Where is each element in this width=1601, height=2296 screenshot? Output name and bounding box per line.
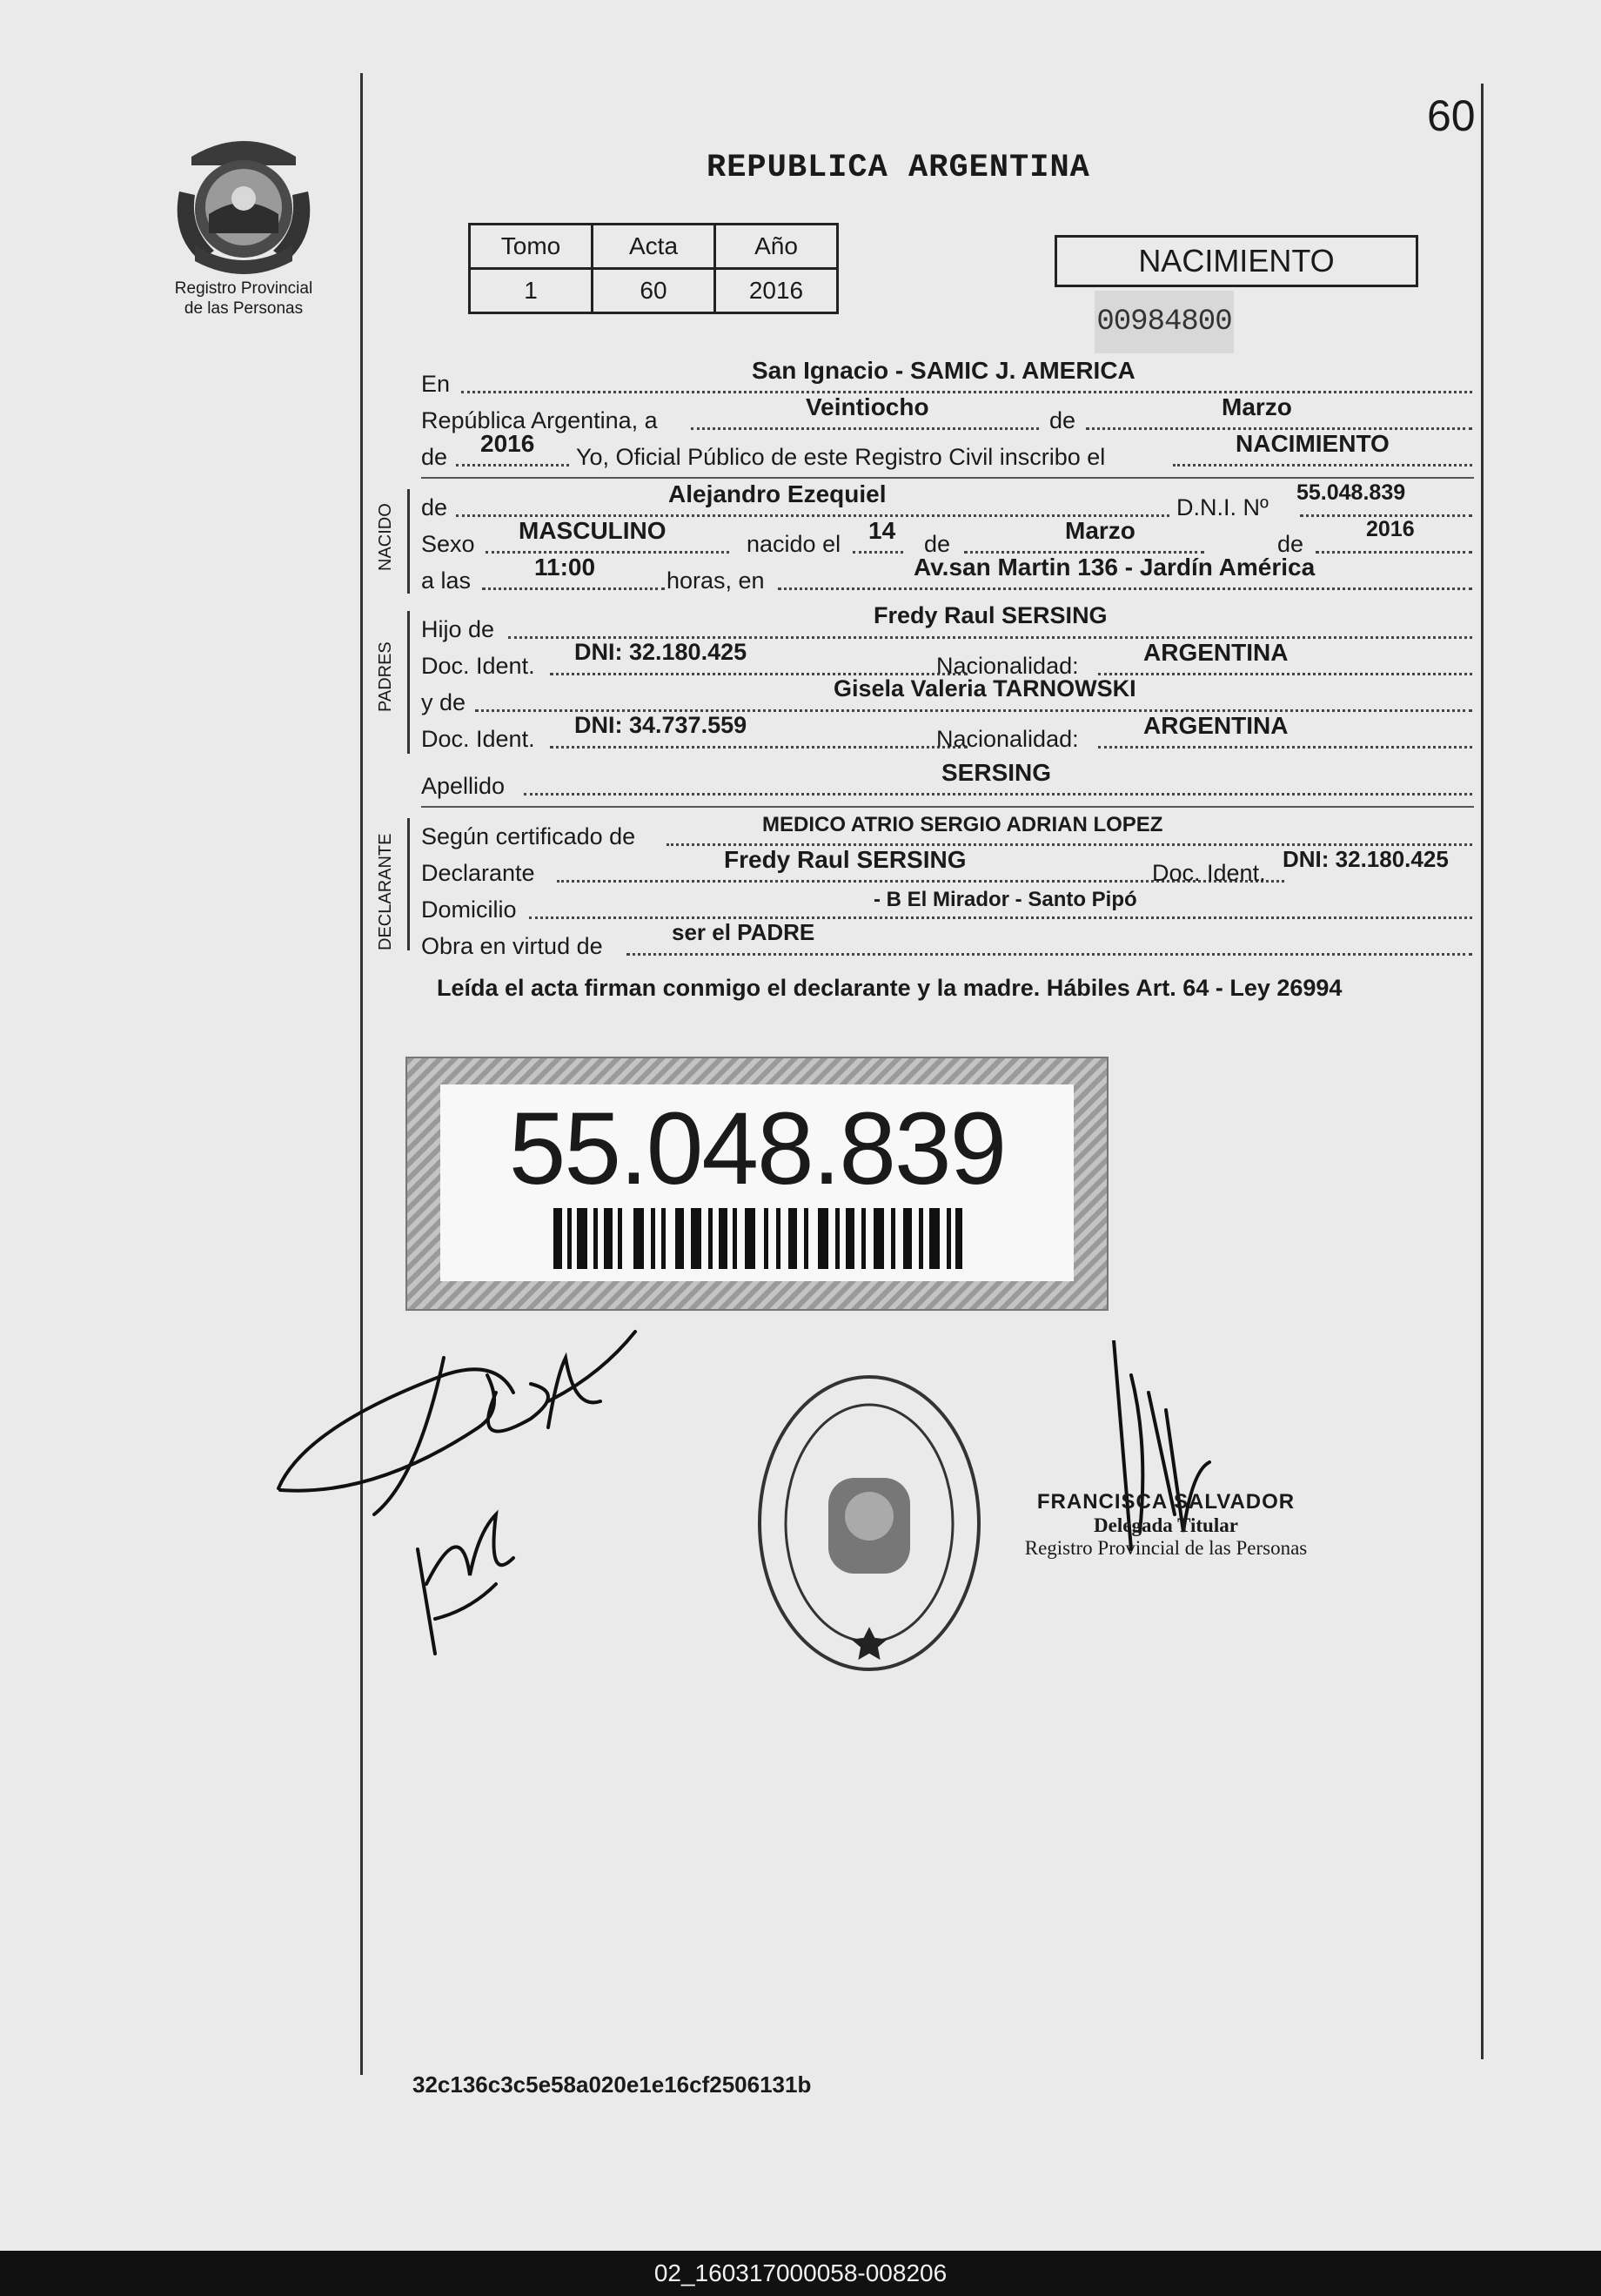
label-y-de: y de	[421, 689, 466, 715]
label-horas-en: horas, en	[667, 567, 765, 594]
record-type-box: NACIMIENTO	[1055, 235, 1418, 287]
label-apellido: Apellido	[421, 773, 506, 799]
dotted-line	[486, 551, 729, 554]
header-anio: Año	[715, 225, 838, 269]
value-dni-padre: DNI: 32.180.425	[574, 639, 747, 665]
dotted-line	[778, 587, 1472, 590]
dotted-line	[550, 746, 968, 749]
value-dia-nacimiento: 14	[868, 517, 896, 544]
header-tomo: Tomo	[470, 225, 593, 269]
separator	[421, 477, 1474, 479]
value-anio-inscripcion: 2016	[480, 430, 535, 457]
declarant-signature-icon	[270, 1323, 670, 1706]
official-name: FRANCISCA SALVADOR	[1036, 1490, 1296, 1514]
dotted-line	[456, 464, 569, 467]
document-hash: 32c136c3c5e58a020e1e16cf2506131b	[412, 2071, 812, 2098]
label-declarante: Declarante	[421, 860, 535, 886]
row-en	[421, 357, 1472, 400]
dotted-line	[1316, 551, 1472, 554]
value-padre: Fredy Raul SERSING	[874, 602, 1108, 628]
value-obra: ser el PADRE	[672, 919, 815, 945]
label-hijo-de: Hijo de	[421, 616, 495, 642]
label-dni: D.N.I. Nº	[1176, 494, 1269, 520]
value-anio: 2016	[715, 269, 838, 313]
row-apellido	[421, 759, 1472, 802]
value-nacionalidad-padre: ARGENTINA	[1143, 639, 1289, 666]
header-acta: Acta	[593, 225, 715, 269]
official-title: Delegada Titular	[1094, 1514, 1238, 1536]
value-dni-declarante: DNI: 32.180.425	[1283, 846, 1449, 872]
dotted-line	[529, 916, 1472, 919]
right-margin-line	[1481, 84, 1484, 2059]
section-bar-declarante	[407, 818, 410, 950]
value-dni-madre: DNI: 34.737.559	[574, 712, 747, 738]
row-hora	[421, 554, 1472, 597]
label-doc-ident: Doc. Ident.	[421, 653, 535, 679]
section-label-padres: PADRES	[376, 641, 395, 712]
country-title: REPUBLICA ARGENTINA	[707, 150, 1090, 186]
label-domicilio: Domicilio	[421, 896, 517, 923]
sticker-dni-number: 55.048.839	[508, 1091, 1006, 1206]
label-doc-ident: Doc. Ident.	[421, 726, 535, 752]
section-bar-nacido	[407, 489, 410, 594]
page-number: 60	[1427, 91, 1476, 140]
logo-caption-line-2: de las Personas	[184, 299, 304, 318]
section-bar-padres	[407, 611, 410, 754]
label-en: En	[421, 371, 451, 397]
section-label-declarante: DECLARANTE	[376, 833, 395, 950]
label-sexo: Sexo	[421, 531, 475, 557]
dotted-line	[524, 793, 1472, 796]
acta-reference-table	[468, 223, 839, 314]
label-segun-certificado: Según certificado de	[421, 823, 636, 849]
value-anio-nacimiento: 2016	[1366, 517, 1415, 541]
value-certificado: MEDICO ATRIO SERGIO ADRIAN LOPEZ	[762, 813, 1163, 836]
registry-logo	[165, 131, 322, 279]
registry-stamp-icon	[752, 1370, 987, 1676]
logo-caption	[148, 279, 339, 319]
separator	[421, 806, 1474, 808]
value-domicilio: - B El Mirador - Santo Pipó	[874, 888, 1137, 911]
value-mes-inscripcion: Marzo	[1222, 393, 1292, 420]
label-oficial: Yo, Oficial Público de este Registro Civil inscribo el	[576, 444, 1106, 470]
value-nacionalidad-madre: ARGENTINA	[1143, 712, 1289, 739]
section-label-nacido: NACIDO	[376, 503, 395, 571]
label-obra-en-virtud: Obra en virtud de	[421, 933, 603, 959]
row-doc-madre	[421, 712, 1472, 755]
dotted-line	[626, 953, 1472, 956]
label-de: de	[421, 494, 448, 520]
value-mes-nacimiento: Marzo	[1065, 517, 1135, 544]
value-apellido: SERSING	[941, 759, 1052, 786]
dotted-line	[691, 427, 1039, 430]
barcode-icon	[553, 1208, 962, 1269]
label-nacido-el: nacido el	[747, 531, 841, 557]
value-tipo-inscripcion: NACIMIENTO	[1236, 430, 1390, 457]
file-identifier-bar: 02_160317000058-008206	[0, 2251, 1601, 2296]
dotted-line	[1098, 673, 1472, 675]
value-declarante: Fredy Raul SERSING	[724, 846, 967, 873]
logo-caption-line-1: Registro Provincial	[174, 279, 313, 298]
value-lugar-nacimiento: Av.san Martin 136 - Jardín América	[914, 554, 1316, 581]
left-margin-line	[360, 73, 363, 2075]
value-lugar-inscripcion: San Ignacio - SAMIC J. AMERICA	[752, 357, 1135, 384]
label-nacionalidad: Nacionalidad:	[936, 726, 1079, 752]
sticker-panel	[440, 1084, 1074, 1281]
value-hora: 11:00	[534, 554, 596, 581]
dotted-line	[1173, 464, 1472, 467]
official-stamp-text	[992, 1490, 1340, 1560]
value-tomo: 1	[470, 269, 593, 313]
row-domicilio	[421, 888, 1472, 926]
dotted-line	[482, 587, 665, 590]
provincial-shield-icon	[165, 131, 322, 275]
row-declarante	[421, 846, 1472, 890]
value-nombre: Alejandro Ezequiel	[668, 480, 887, 507]
value-acta: 60	[593, 269, 715, 313]
row-obra	[421, 919, 1472, 963]
label-doc-ident: Doc. Ident.	[1152, 860, 1266, 886]
row-inscripcion	[421, 430, 1472, 473]
dotted-line	[1098, 746, 1472, 749]
label-nacionalidad: Nacionalidad:	[936, 653, 1079, 679]
value-dia-inscripcion: Veintiocho	[806, 393, 929, 420]
dotted-line	[853, 551, 903, 554]
label-a-las: a las	[421, 567, 472, 594]
label-de: de	[421, 444, 448, 470]
official-organization: Registro Provincial de las Personas	[1024, 1537, 1308, 1559]
label-de: de	[924, 531, 951, 557]
label-de: de	[1049, 407, 1076, 433]
dotted-line	[461, 391, 1472, 393]
value-madre: Gisela Valeria TARNOWSKI	[834, 675, 1136, 702]
value-sexo: MASCULINO	[519, 517, 667, 544]
dni-number-sticker	[405, 1057, 1109, 1311]
closing-note: Leída el acta firman conmigo el declarante y la madre. Hábiles Art. 64 - Ley 26994	[437, 975, 1343, 1001]
label-republica: República Argentina, a	[421, 407, 658, 433]
label-de: de	[1277, 531, 1304, 557]
serial-number: 00984800	[1095, 291, 1234, 353]
value-dni-nacido: 55.048.839	[1296, 480, 1406, 505]
